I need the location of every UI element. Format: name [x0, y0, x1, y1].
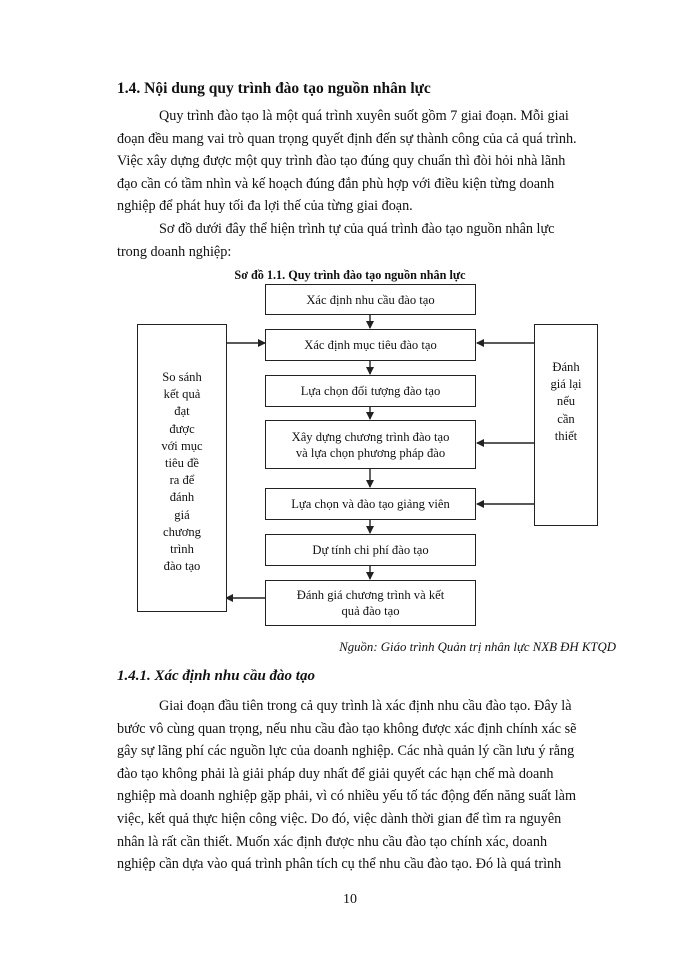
step-label: Xác định mục tiêu đào tạo [304, 338, 437, 352]
text-line: nghiệp mà doanh nghiệp gặp phải, vì có nhiều yếu tố tác động đến năng suất làm [117, 788, 577, 805]
text-line: nghiệp cần dựa vào quá trình phân tích cụ thể nhu cầu đào tạo. Đó là quá trình [117, 856, 562, 873]
text-line: trong doanh nghiệp: [117, 243, 232, 260]
step-1-box [265, 284, 476, 315]
step-6-box [265, 534, 476, 566]
re-evaluate-box [534, 324, 598, 526]
text-line: nhân là rất cần thiết. Muốn xác định được nhu cầu đào tạo chính xác, doanh [117, 833, 548, 850]
left-box-line: ra để [169, 473, 195, 488]
text-line: Giai đoạn đầu tiên trong cả quy trình là xác định nhu cầu đào tạo. Đây là [159, 698, 572, 714]
subsection-heading: 1.4.1. Xác định nhu cầu đào tạo [117, 668, 315, 684]
right-box-line: Đánh [552, 360, 580, 374]
step-3-box [265, 375, 476, 407]
step-5-box [265, 488, 476, 520]
step-label: và lựa chọn phương pháp đào [295, 445, 446, 460]
left-box-line: được [169, 421, 195, 436]
text-line: Sơ đồ dưới đây thể hiện trình tự của quá trình đào tạo nguồn nhân lực [159, 220, 555, 237]
diagram-source: Nguồn: Giáo trình Quản trị nhân lực NXB ĐH KTQD [339, 640, 616, 654]
left-box-line: chương [163, 524, 201, 539]
subsection-paragraph [117, 695, 615, 876]
left-box-line: kết quả [163, 387, 201, 402]
text-line: bước vô cùng quan trọng, nếu nhu cầu đào tạo không được xác định chính xác sẽ [117, 720, 577, 737]
step-4-box [265, 420, 476, 469]
right-box-line: giá lại [550, 377, 582, 392]
text-line: đạo cần có tầm nhìn và kế hoạch đúng đắn phù hợp với điều kiện từng doanh [117, 175, 555, 192]
left-box-line: đào tạo [163, 559, 201, 574]
diagram-caption: Sơ đồ 1.1. Quy trình đào tạo nguồn nhân lực [234, 268, 466, 282]
right-box-line: thiết [554, 428, 578, 443]
step-label: Lựa chọn và đào tạo giảng viên [291, 497, 450, 511]
text-line: đoạn đều mang vai trò quan trọng quyết định đến sự thành công của cả quá trình. [117, 130, 577, 147]
text-line: đào tạo không phải là giải pháp duy nhất để giải quyết các hạn chế mà doanh [117, 765, 554, 782]
text-line: gây sự lãng phí các nguồn lực của doanh nghiệp. Các nhà quản lý cần lưu ý rằng [117, 743, 575, 760]
step-label: quả đào tạo [341, 604, 400, 618]
left-box-line: So sánh [162, 370, 202, 384]
left-box-line: với mục [161, 438, 203, 453]
page-number: 10 [343, 892, 357, 907]
left-box-line: đạt [174, 404, 190, 419]
text-line: Quy trình đào tạo là một quá trình xuyên suốt gồm 7 giai đoạn. Mỗi giai [159, 108, 569, 124]
left-box-line: đánh [169, 490, 195, 505]
step-label: Xây dựng chương trình đào tạo [291, 429, 450, 444]
step-label: Dự tính chi phí đào tạo [312, 543, 429, 557]
step-label: Đánh giá chương trình và kết [296, 588, 445, 602]
left-box-line: tiêu đề [165, 456, 199, 471]
text-line: nghiệp để phát huy tối đa lợi thế của từng giai đoạn. [117, 198, 413, 215]
left-box-line: giá [174, 507, 190, 522]
step-label: Lựa chọn đối tượng đào tạo [300, 384, 441, 398]
section-heading: 1.4. Nội dung quy trình đào tạo nguồn nhân lực [117, 80, 431, 97]
step-2-box [265, 329, 476, 361]
right-box-line: cần [557, 411, 575, 426]
left-box-line: trình [170, 542, 194, 557]
step-7-box [265, 580, 476, 626]
compare-results-box [137, 324, 227, 612]
text-line: việc, kết quả thực hiện công việc. Do đó, việc dành thời gian để tìm ra nguyên [117, 810, 562, 827]
right-box-line: nếu [556, 394, 576, 409]
step-label: Xác định nhu cầu đào tạo [306, 292, 435, 307]
text-line: Việc xây dựng được một quy trình đào tạo đúng quy chuẩn thì đòi hỏi nhà lãnh [117, 153, 566, 170]
